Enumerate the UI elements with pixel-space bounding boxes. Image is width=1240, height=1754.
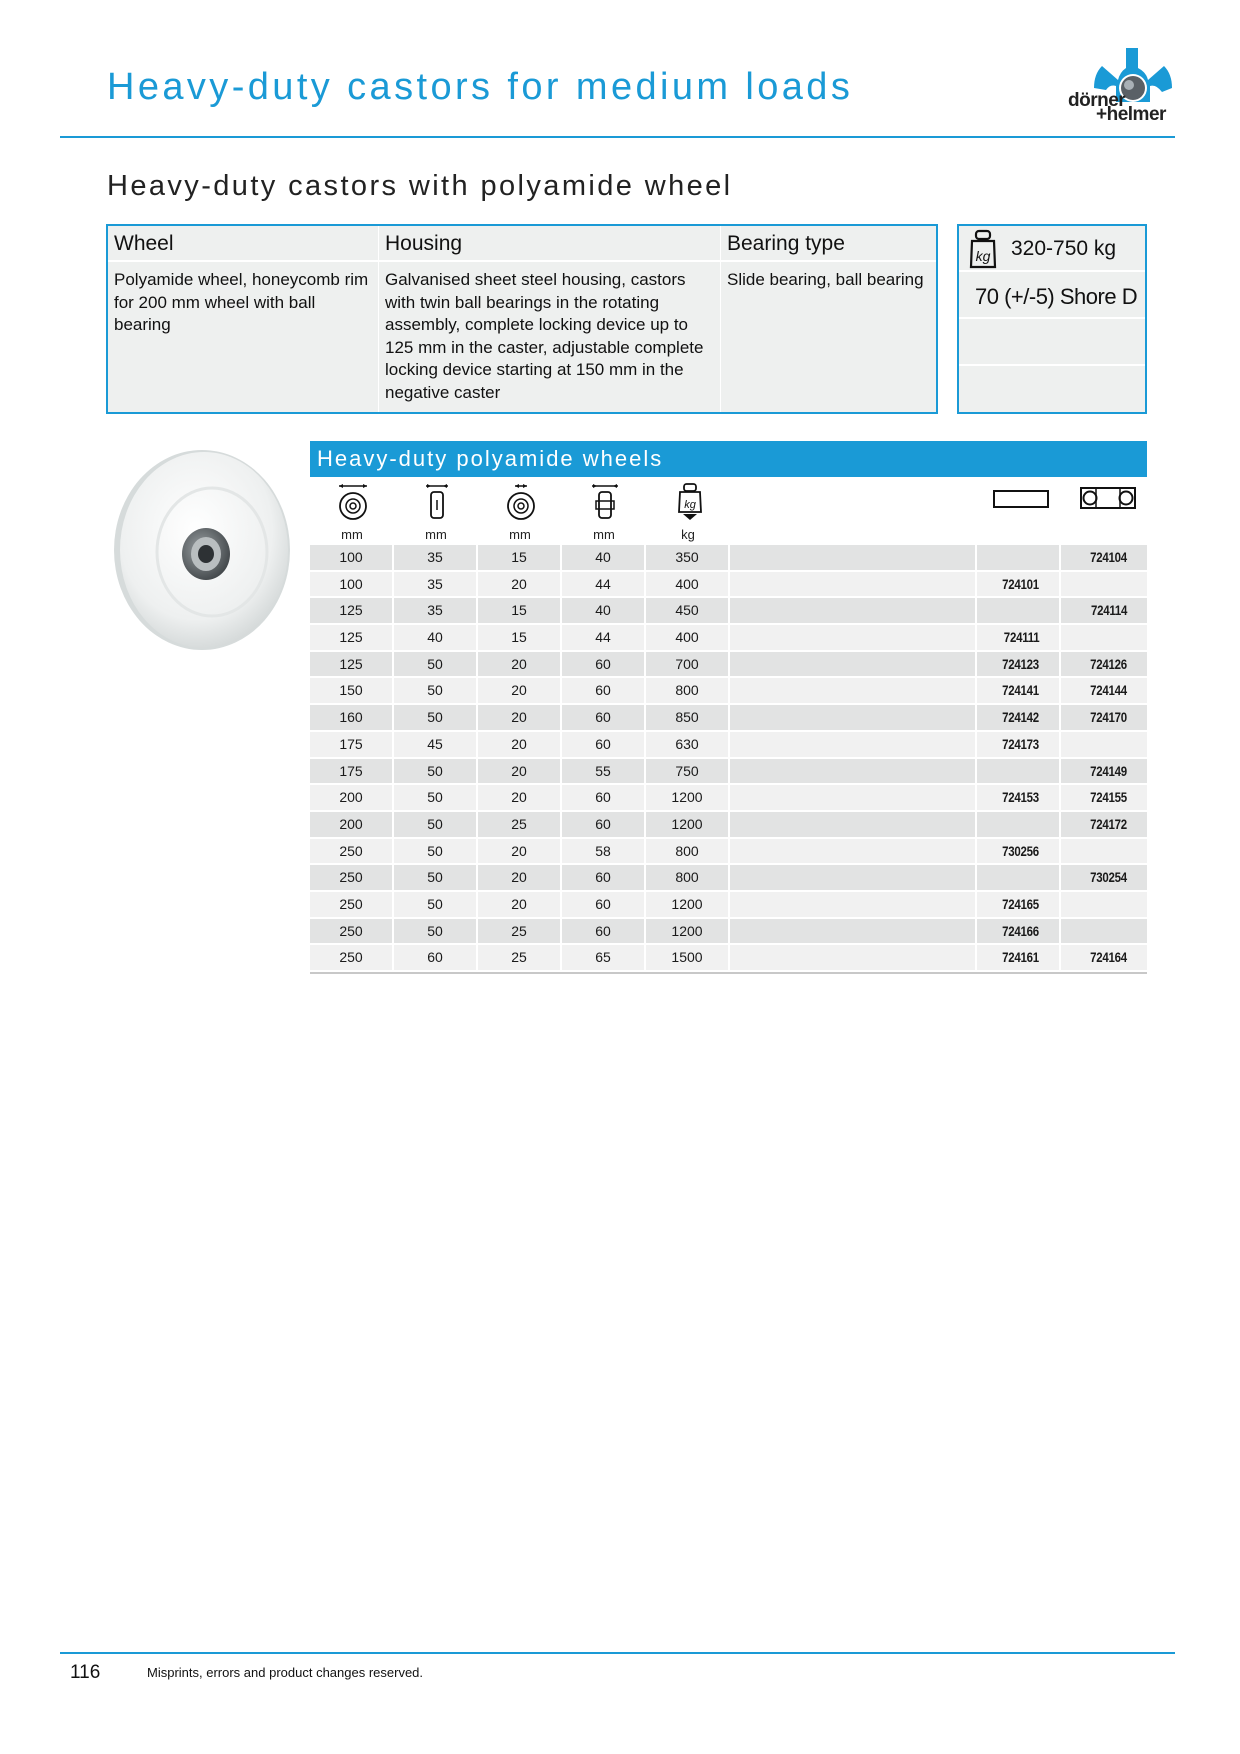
cell-article-slide: [977, 839, 1061, 864]
cell-spacer: [730, 785, 977, 810]
cell-article-ball: [1061, 678, 1147, 703]
cell-bore: 25: [478, 812, 562, 837]
article-number: 724161: [1002, 949, 1039, 966]
cell-article-slide: [977, 732, 1061, 757]
cell-width: 45: [394, 732, 478, 757]
logo-text-doerner: dörner: [1068, 90, 1126, 111]
cell-hub-length: 40: [562, 545, 646, 570]
cell-width: 50: [394, 759, 478, 784]
cell-spacer: [730, 625, 977, 650]
cell-hub-length: 55: [562, 759, 646, 784]
load-range-row: [959, 226, 1145, 272]
cell-width: 35: [394, 545, 478, 570]
svg-text:kg: kg: [684, 499, 696, 511]
article-number: 724155: [1090, 789, 1127, 806]
cell-article-ball: [1061, 625, 1147, 650]
cell-article-ball: [1061, 545, 1147, 570]
page-number: 116: [70, 1662, 101, 1683]
article-number: 724141: [1002, 682, 1039, 699]
table-row: [310, 892, 1147, 919]
cell-bore: 20: [478, 732, 562, 757]
cell-spacer: [730, 732, 977, 757]
cell-article-ball: [1061, 785, 1147, 810]
article-number: 724164: [1090, 949, 1127, 966]
cell-diameter: 250: [310, 839, 394, 864]
hub-length-icon: [590, 482, 620, 522]
cell-load: 630: [646, 732, 730, 757]
unit-hub: mm: [593, 527, 615, 542]
load-capacity-icon: [677, 482, 703, 522]
kg-weight-icon: [969, 229, 997, 269]
table-row: [310, 652, 1147, 679]
cell-width: 50: [394, 919, 478, 944]
cell-load: 450: [646, 598, 730, 623]
cell-article-slide: [977, 678, 1061, 703]
article-number: 730254: [1090, 869, 1127, 886]
cell-hub-length: 60: [562, 892, 646, 917]
cell-diameter: 200: [310, 812, 394, 837]
article-number: 724173: [1002, 735, 1039, 752]
cell-article-slide: [977, 705, 1061, 730]
cell-diameter: 250: [310, 945, 394, 970]
cell-width: 50: [394, 678, 478, 703]
cell-diameter: 100: [310, 545, 394, 570]
shore-hardness: 70 (+/-5) Shore D: [975, 284, 1138, 309]
table-bottom-line: [310, 972, 1147, 974]
cell-load: 400: [646, 625, 730, 650]
slide-bearing-icon: [993, 488, 1049, 510]
article-number: 730256: [1002, 842, 1039, 859]
cell-diameter: 125: [310, 625, 394, 650]
cell-spacer: [730, 919, 977, 944]
cell-article-ball: [1061, 812, 1147, 837]
cell-bore: 25: [478, 919, 562, 944]
cell-article-slide: [977, 625, 1061, 650]
cell-article-ball: [1061, 919, 1147, 944]
spec-column-housing: [378, 226, 720, 412]
cell-load: 1200: [646, 919, 730, 944]
cell-article-ball: [1061, 945, 1147, 970]
cell-article-slide: [977, 892, 1061, 917]
cell-spacer: [730, 705, 977, 730]
cell-hub-length: 60: [562, 678, 646, 703]
cell-spacer: [730, 572, 977, 597]
spec-text-housing: Galvanised sheet steel housing, castors with twin ball bearings in the rotating assembly, complete locking device up to 125 mm in the caster, adjustable complete locking device starting at 150 mm in the negative caster: [385, 270, 704, 402]
cell-diameter: 150: [310, 678, 394, 703]
cell-article-slide: [977, 545, 1061, 570]
cell-load: 700: [646, 652, 730, 677]
cell-hub-length: 60: [562, 919, 646, 944]
article-number: 724153: [1002, 789, 1039, 806]
cell-article-slide: [977, 785, 1061, 810]
article-number: 724149: [1090, 762, 1127, 779]
cell-diameter: 250: [310, 892, 394, 917]
cell-hub-length: 60: [562, 865, 646, 890]
cell-spacer: [730, 598, 977, 623]
cell-width: 35: [394, 572, 478, 597]
article-number: 724126: [1090, 655, 1127, 672]
cell-bore: 20: [478, 785, 562, 810]
cell-load: 400: [646, 572, 730, 597]
unit-width: mm: [425, 527, 447, 542]
cell-spacer: [730, 678, 977, 703]
table-row: [310, 678, 1147, 705]
cell-article-ball: [1061, 598, 1147, 623]
cell-article-slide: [977, 865, 1061, 890]
cell-bore: 15: [478, 598, 562, 623]
cell-spacer: [730, 652, 977, 677]
article-number: 724166: [1002, 922, 1039, 939]
load-range: 320-750 kg: [1011, 237, 1117, 260]
wheel-width-icon: [422, 482, 452, 522]
cell-width: 60: [394, 945, 478, 970]
empty-row-2: [959, 366, 1145, 412]
spec-header-bearing: Bearing type: [721, 226, 936, 262]
spec-box: [106, 224, 938, 414]
cell-bore: 20: [478, 839, 562, 864]
table-row: [310, 732, 1147, 759]
cell-load: 1200: [646, 812, 730, 837]
cell-diameter: 175: [310, 732, 394, 757]
cell-diameter: 200: [310, 785, 394, 810]
cell-diameter: 175: [310, 759, 394, 784]
article-number: 724165: [1002, 895, 1039, 912]
cell-article-slide: [977, 598, 1061, 623]
cell-diameter: 125: [310, 652, 394, 677]
logo-text-helmer: +helmer: [1096, 104, 1166, 125]
spec-column-wheel: [108, 226, 378, 412]
cell-article-slide: [977, 759, 1061, 784]
svg-text:kg: kg: [975, 248, 991, 264]
spec-header-wheel: Wheel: [108, 226, 378, 262]
brand-logo: [1068, 46, 1178, 126]
header-divider: [60, 136, 1175, 138]
cell-diameter: 160: [310, 705, 394, 730]
cell-hub-length: 44: [562, 572, 646, 597]
cell-article-ball: [1061, 652, 1147, 677]
cell-width: 50: [394, 705, 478, 730]
cell-width: 50: [394, 812, 478, 837]
empty-row-1: [959, 319, 1145, 366]
cell-bore: 25: [478, 945, 562, 970]
table-row: [310, 919, 1147, 946]
cell-hub-length: 60: [562, 652, 646, 677]
footer-divider: [60, 1652, 1175, 1654]
bore-diameter-icon: [504, 482, 538, 522]
product-table: [310, 545, 1147, 972]
cell-bore: 20: [478, 892, 562, 917]
cell-load: 1200: [646, 892, 730, 917]
table-row: [310, 705, 1147, 732]
spec-header-housing: Housing: [379, 226, 720, 262]
table-row: [310, 785, 1147, 812]
cell-spacer: [730, 545, 977, 570]
cell-article-ball: [1061, 839, 1147, 864]
cell-hub-length: 60: [562, 812, 646, 837]
cell-bore: 20: [478, 572, 562, 597]
cell-load: 850: [646, 705, 730, 730]
load-capacity-box: [957, 224, 1147, 414]
cell-load: 750: [646, 759, 730, 784]
cell-width: 35: [394, 598, 478, 623]
cell-width: 50: [394, 652, 478, 677]
cell-load: 800: [646, 839, 730, 864]
cell-article-slide: [977, 919, 1061, 944]
ball-bearing-icon: [1080, 486, 1136, 510]
cell-bore: 20: [478, 652, 562, 677]
table-title: Heavy-duty polyamide wheels: [317, 446, 664, 471]
cell-diameter: 125: [310, 598, 394, 623]
article-number: 724172: [1090, 815, 1127, 832]
cell-width: 50: [394, 839, 478, 864]
cell-bore: 15: [478, 545, 562, 570]
cell-article-ball: [1061, 865, 1147, 890]
cell-hub-length: 40: [562, 598, 646, 623]
footer-note: Misprints, errors and product changes reserved.: [147, 1665, 424, 1680]
cell-hub-length: 60: [562, 705, 646, 730]
cell-hub-length: 60: [562, 732, 646, 757]
table-title-bar: [310, 441, 1147, 477]
cell-hub-length: 65: [562, 945, 646, 970]
cell-bore: 15: [478, 625, 562, 650]
cell-hub-length: 44: [562, 625, 646, 650]
polyamide-wheel-image: [108, 446, 294, 653]
cell-load: 800: [646, 678, 730, 703]
cell-load: 800: [646, 865, 730, 890]
table-row: [310, 625, 1147, 652]
cell-article-ball: [1061, 572, 1147, 597]
cell-article-ball: [1061, 705, 1147, 730]
table-row: [310, 545, 1147, 572]
cell-spacer: [730, 865, 977, 890]
cell-article-slide: [977, 652, 1061, 677]
table-unit-row: [310, 524, 1147, 546]
cell-bore: 20: [478, 678, 562, 703]
cell-spacer: [730, 892, 977, 917]
article-number: 724104: [1090, 549, 1127, 565]
cell-hub-length: 60: [562, 785, 646, 810]
article-number: 724123: [1002, 655, 1039, 672]
spec-text-wheel: Polyamide wheel, honeycomb rim for 200 mm wheel with ball bearing: [114, 270, 369, 334]
table-row: [310, 945, 1147, 972]
article-number: 724114: [1090, 602, 1127, 619]
table-row: [310, 759, 1147, 786]
table-row: [310, 572, 1147, 599]
article-number: 724170: [1090, 709, 1127, 726]
cell-spacer: [730, 759, 977, 784]
cell-article-ball: [1061, 759, 1147, 784]
table-icon-row: [310, 480, 1147, 524]
cell-load: 1500: [646, 945, 730, 970]
cell-bore: 20: [478, 705, 562, 730]
spec-column-bearing: [720, 226, 936, 412]
article-number: 724111: [1003, 629, 1039, 646]
table-row: [310, 865, 1147, 892]
unit-load: kg: [681, 527, 695, 542]
cell-hub-length: 58: [562, 839, 646, 864]
cell-article-ball: [1061, 732, 1147, 757]
cell-bore: 20: [478, 759, 562, 784]
table-row: [310, 598, 1147, 625]
cell-spacer: [730, 812, 977, 837]
cell-article-slide: [977, 945, 1061, 970]
cell-load: 350: [646, 545, 730, 570]
cell-width: 50: [394, 785, 478, 810]
cell-width: 40: [394, 625, 478, 650]
unit-bore: mm: [509, 527, 531, 542]
cell-article-slide: [977, 572, 1061, 597]
cell-diameter: 250: [310, 919, 394, 944]
unit-diameter: mm: [341, 527, 363, 542]
cell-article-ball: [1061, 892, 1147, 917]
cell-diameter: 250: [310, 865, 394, 890]
section-title: Heavy-duty castors with polyamide wheel: [107, 170, 733, 202]
article-number: 724101: [1002, 575, 1039, 592]
cell-spacer: [730, 839, 977, 864]
article-number: 724142: [1002, 709, 1039, 726]
page-title: Heavy-duty castors for medium loads: [107, 66, 854, 108]
cell-article-slide: [977, 812, 1061, 837]
table-row: [310, 812, 1147, 839]
article-number: 724144: [1090, 682, 1127, 699]
cell-load: 1200: [646, 785, 730, 810]
table-row: [310, 839, 1147, 866]
cell-spacer: [730, 945, 977, 970]
cell-width: 50: [394, 865, 478, 890]
cell-bore: 20: [478, 865, 562, 890]
spec-text-bearing: Slide bearing, ball bearing: [727, 270, 924, 289]
cell-width: 50: [394, 892, 478, 917]
wheel-diameter-icon: [336, 482, 370, 522]
cell-diameter: 100: [310, 572, 394, 597]
